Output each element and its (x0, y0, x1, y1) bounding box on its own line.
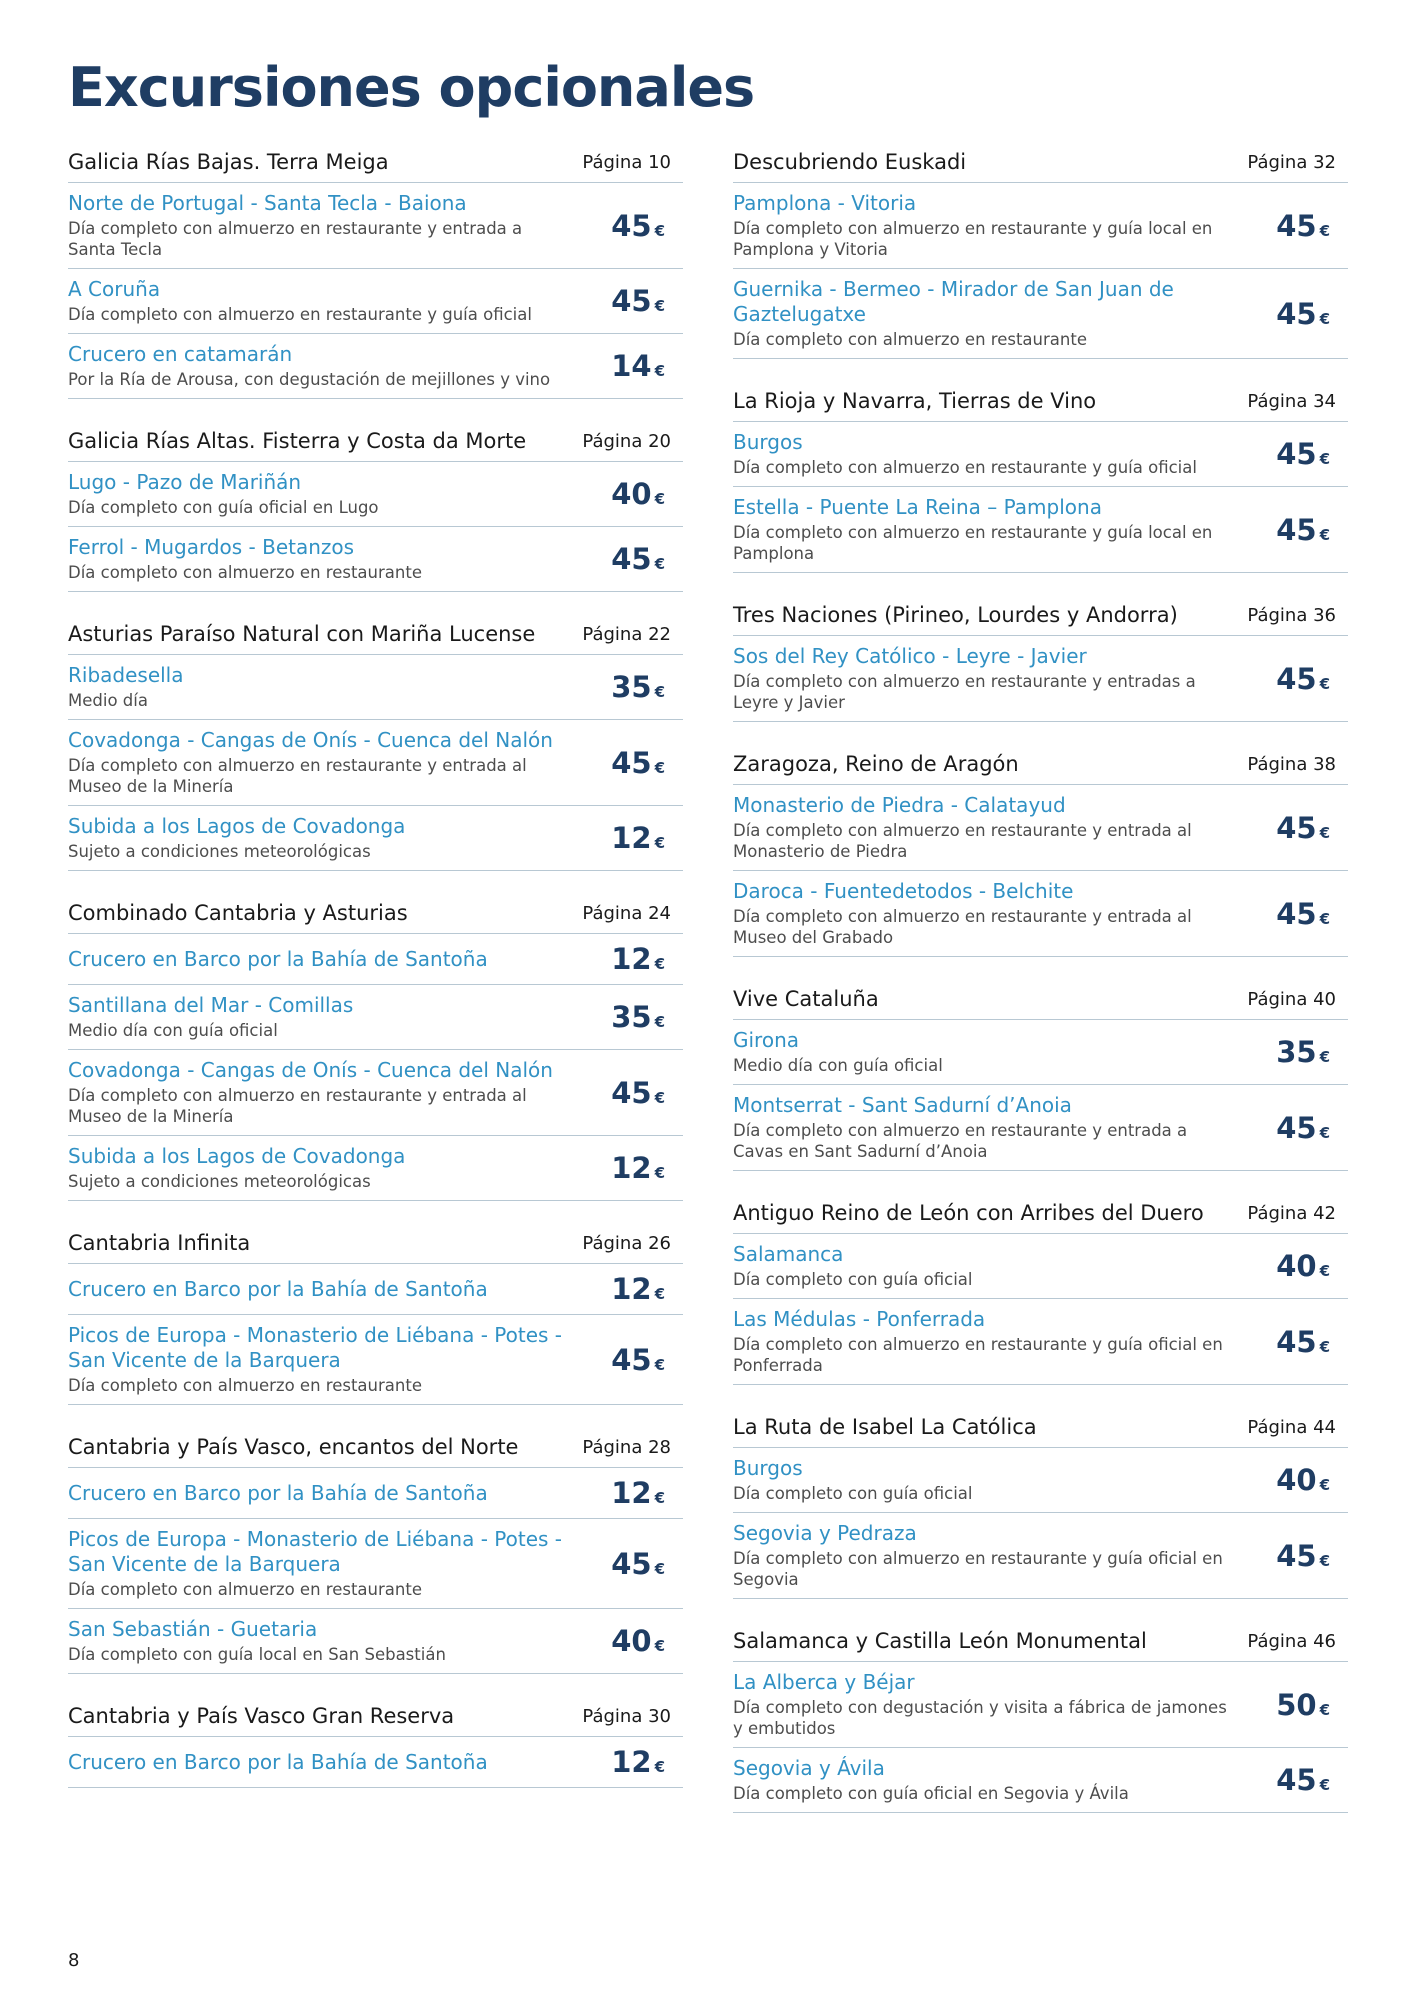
price-amount: 40 (611, 1624, 652, 1658)
section-header (733, 1407, 1348, 1448)
price-currency: € (654, 297, 665, 315)
price-currency: € (654, 955, 665, 973)
excursion-price (1231, 1763, 1349, 1797)
price-amount: 45 (1276, 208, 1317, 243)
excursion-section (733, 1621, 1348, 1813)
excursion-description: Día completo con almuerzo en restaurante y guía local en Pamplona y Vitoria (733, 219, 1213, 259)
excursion-name: Segovia y Pedraza (733, 1521, 917, 1545)
excursion-name: Sos del Rey Católico - Leyre - Javier (733, 644, 1087, 668)
excursion-text (733, 1093, 1231, 1162)
section-page-ref: Página 38 (1247, 753, 1336, 775)
excursion-item (733, 1748, 1348, 1813)
excursion-description: Día completo con guía oficial (733, 1270, 973, 1289)
excursion-price (566, 1624, 684, 1658)
excursion-description: Día completo con almuerzo en restaurante y entrada al Museo de la Minería (68, 1086, 527, 1126)
section-page-ref: Página 22 (582, 623, 671, 645)
excursion-item (733, 785, 1348, 871)
excursion-price (1231, 1463, 1349, 1497)
excursion-item (733, 1234, 1348, 1299)
price-amount: 45 (611, 542, 652, 576)
excursion-description: Día completo con almuerzo en restaurante y entrada a Cavas en Sant Sadurní d’Anoia (733, 1121, 1188, 1161)
excursion-name: Crucero en Barco por la Bahía de Santoña (68, 1749, 488, 1774)
right-column (733, 142, 1348, 1835)
excursion-item (68, 1264, 683, 1315)
price-amount: 45 (1276, 1324, 1317, 1359)
section-header (68, 421, 683, 462)
excursion-text (733, 191, 1231, 260)
excursion-text (68, 1481, 566, 1506)
excursion-text (733, 1307, 1231, 1376)
excursion-text (733, 277, 1231, 350)
excursion-text (68, 1277, 566, 1302)
excursion-description: Día completo con almuerzo en restaurante y entrada a Santa Tecla (68, 219, 523, 259)
excursion-description: Sujeto a condiciones meteorológicas (68, 842, 371, 861)
excursion-text (68, 470, 566, 518)
excursion-price (566, 284, 684, 318)
excursion-price (566, 1745, 684, 1779)
excursion-name: Salamanca (733, 1242, 844, 1266)
excursion-item (733, 1448, 1348, 1513)
excursion-name: Santillana del Mar - Comillas (68, 993, 354, 1017)
excursion-section (733, 979, 1348, 1171)
excursion-text (68, 1058, 566, 1127)
excursion-name: Crucero en Barco por la Bahía de Santoña (68, 946, 488, 971)
excursion-description: Medio día con guía oficial (68, 1021, 278, 1040)
excursion-price (566, 1000, 684, 1034)
excursion-description: Día completo con almuerzo en restaurante y entrada al Museo de la Minería (68, 756, 527, 796)
price-amount: 45 (1276, 661, 1317, 696)
excursion-item (68, 655, 683, 720)
excursion-name: A Coruña (68, 277, 161, 301)
excursion-description: Día completo con almuerzo en restaurante y guía oficial en Segovia (733, 1549, 1223, 1589)
section-title: Zaragoza, Reino de Aragón (733, 752, 1019, 776)
excursion-text (68, 535, 566, 583)
excursion-price (1231, 897, 1349, 931)
excursion-description: Día completo con guía oficial (733, 1484, 973, 1503)
price-amount: 40 (1276, 1463, 1317, 1497)
excursion-item (733, 636, 1348, 722)
price-amount: 45 (1276, 1110, 1317, 1145)
price-amount: 35 (611, 670, 652, 704)
excursion-section (733, 1193, 1348, 1385)
excursion-item (68, 1468, 683, 1519)
excursion-name: Crucero en catamarán (68, 342, 293, 366)
excursion-section (68, 421, 683, 592)
price-amount: 35 (1276, 1035, 1317, 1069)
excursion-text (733, 1756, 1231, 1804)
excursion-price (1231, 811, 1349, 845)
excursion-description: Día completo con almuerzo en restaurante y entradas a Leyre y Javier (733, 672, 1196, 712)
excursion-name: Covadonga - Cangas de Onís - Cuenca del Nalón (68, 1058, 553, 1082)
price-currency: € (654, 1758, 665, 1776)
section-header (68, 1223, 683, 1264)
excursion-item (68, 1737, 683, 1788)
excursion-text (733, 495, 1231, 564)
excursion-name: Lugo - Pazo de Mariñán (68, 470, 302, 494)
price-amount: 40 (611, 477, 652, 511)
excursion-text (733, 1242, 1231, 1290)
excursion-text (68, 1617, 566, 1665)
section-title: Cantabria y País Vasco, encantos del Norte (68, 1435, 519, 1459)
excursion-text (733, 879, 1231, 948)
price-currency: € (654, 834, 665, 852)
excursion-description: Día completo con almuerzo en restaurante y guía oficial (733, 458, 1197, 477)
excursion-name: La Alberca y Béjar (733, 1670, 915, 1694)
excursion-price (1231, 513, 1349, 547)
price-currency: € (1319, 1551, 1330, 1570)
excursion-price (1231, 1325, 1349, 1359)
section-header (733, 744, 1348, 785)
excursion-name: Picos de Europa - Monasterio de Liébana - Potes - San Vicente de la Barquera (68, 1527, 563, 1576)
excursion-text (68, 277, 566, 325)
excursion-text (733, 793, 1231, 862)
excursion-name: Daroca - Fuentedetodos - Belchite (733, 879, 1074, 903)
price-amount: 45 (1276, 512, 1317, 547)
section-title: Galicia Rías Altas. Fisterra y Costa da Morte (68, 429, 527, 453)
excursion-item (68, 334, 683, 399)
page-number: 8 (68, 1950, 80, 1971)
section-title: Vive Cataluña (733, 987, 879, 1011)
section-header (733, 979, 1348, 1020)
excursion-item (733, 487, 1348, 573)
excursion-price (1231, 1539, 1349, 1573)
excursion-name: Estella - Puente La Reina – Pamplona (733, 495, 1102, 519)
excursion-description: Por la Ría de Arousa, con degustación de mejillones y vino (68, 370, 551, 389)
excursion-item (68, 462, 683, 527)
excursion-text (733, 1028, 1231, 1076)
excursion-name: Girona (733, 1028, 800, 1052)
excursion-item (68, 720, 683, 806)
excursion-item (733, 1513, 1348, 1599)
price-amount: 12 (611, 821, 652, 855)
section-page-ref: Página 28 (582, 1436, 671, 1458)
section-page-ref: Página 30 (582, 1705, 671, 1727)
price-currency: € (654, 1489, 665, 1507)
price-amount: 45 (1276, 1538, 1317, 1573)
excursion-price (566, 746, 684, 780)
price-currency: € (1319, 309, 1330, 328)
excursion-price (566, 542, 684, 576)
excursion-price (566, 942, 684, 976)
section-header (68, 142, 683, 183)
excursion-price (566, 821, 684, 855)
price-amount: 12 (611, 1476, 652, 1510)
price-currency: € (1319, 450, 1330, 468)
excursion-price (1231, 1688, 1349, 1722)
price-currency: € (654, 490, 665, 508)
excursion-item (733, 1020, 1348, 1085)
excursion-price (1231, 1111, 1349, 1145)
excursion-text (68, 342, 566, 390)
excursion-item (68, 985, 683, 1050)
excursion-price (566, 349, 684, 383)
price-currency: € (654, 1285, 665, 1303)
excursion-name: Subida a los Lagos de Covadonga (68, 1144, 406, 1168)
excursion-name: Norte de Portugal - Santa Tecla - Baiona (68, 191, 467, 215)
price-amount: 40 (1276, 1249, 1317, 1283)
excursion-section (733, 142, 1348, 359)
excursion-description: Día completo con almuerzo en restaurante y guía oficial (68, 305, 532, 324)
excursion-price (1231, 1249, 1349, 1283)
price-amount: 14 (611, 349, 652, 383)
price-currency: € (654, 1164, 665, 1182)
section-title: Combinado Cantabria y Asturias (68, 901, 408, 925)
price-currency: € (1319, 1776, 1330, 1794)
excursion-name: Crucero en Barco por la Bahía de Santoña (68, 1276, 488, 1301)
excursion-description: Sujeto a condiciones meteorológicas (68, 1172, 371, 1191)
price-amount: 45 (611, 1075, 652, 1110)
excursion-text (68, 814, 566, 862)
excursion-text (68, 947, 566, 972)
price-currency: € (654, 1355, 665, 1374)
section-title: Tres Naciones (Pirineo, Lourdes y Andorra) (733, 603, 1178, 627)
price-amount: 45 (1276, 296, 1317, 331)
excursion-price (1231, 297, 1349, 331)
excursion-name: Segovia y Ávila (733, 1756, 885, 1780)
price-currency: € (654, 1559, 665, 1578)
section-page-ref: Página 26 (582, 1232, 671, 1254)
excursion-name: Subida a los Lagos de Covadonga (68, 814, 406, 838)
section-header (733, 1621, 1348, 1662)
excursion-name: Pamplona - Vitoria (733, 191, 917, 215)
excursion-name: Covadonga - Cangas de Onís - Cuenca del Nalón (68, 728, 553, 752)
excursion-name: San Sebastián - Guetaria (68, 1617, 318, 1641)
price-currency: € (654, 555, 665, 573)
excursion-item (68, 1315, 683, 1405)
excursion-item (68, 806, 683, 871)
section-title: La Rioja y Navarra, Tierras de Vino (733, 389, 1097, 413)
page-title: Excursiones opcionales (68, 56, 755, 119)
excursion-section (68, 1427, 683, 1674)
excursion-name: Crucero en Barco por la Bahía de Santoña (68, 1480, 488, 1505)
section-page-ref: Página 40 (1247, 988, 1336, 1010)
excursion-item (68, 527, 683, 592)
excursion-section (68, 893, 683, 1201)
section-page-ref: Página 36 (1247, 604, 1336, 626)
excursion-price (566, 1476, 684, 1510)
price-currency: € (1319, 221, 1330, 240)
price-currency: € (654, 1088, 665, 1107)
excursion-name: Burgos (733, 430, 803, 454)
section-title: Descubriendo Euskadi (733, 150, 967, 174)
excursion-section (68, 614, 683, 871)
section-header (68, 893, 683, 934)
section-title: Antiguo Reino de León con Arribes del Duero (733, 1201, 1204, 1225)
price-currency: € (1319, 909, 1330, 928)
excursion-description: Medio día (68, 691, 148, 710)
excursion-text (68, 1750, 566, 1775)
section-page-ref: Página 20 (582, 430, 671, 452)
excursion-item (68, 1050, 683, 1136)
section-header (68, 614, 683, 655)
excursion-price (566, 670, 684, 704)
excursion-name: Las Médulas - Ponferrada (733, 1307, 986, 1331)
excursion-item (68, 1519, 683, 1609)
price-currency: € (1319, 1337, 1330, 1356)
excursion-item (68, 183, 683, 269)
excursion-description: Día completo con almuerzo en restaurante y guía local en Pamplona (733, 523, 1213, 563)
section-page-ref: Página 10 (582, 151, 671, 173)
price-amount: 50 (1276, 1687, 1317, 1722)
price-amount: 45 (1276, 437, 1317, 471)
section-title: Salamanca y Castilla León Monumental (733, 1629, 1147, 1653)
excursion-name: Picos de Europa - Monasterio de Liébana - Potes - San Vicente de la Barquera (68, 1323, 563, 1372)
excursion-price (1231, 209, 1349, 243)
excursion-price (566, 1151, 684, 1185)
excursion-item (733, 871, 1348, 957)
excursion-description: Medio día con guía oficial (733, 1056, 943, 1075)
excursion-section (733, 744, 1348, 957)
excursion-section (68, 142, 683, 399)
section-header (733, 381, 1348, 422)
excursion-text (733, 1456, 1231, 1504)
section-page-ref: Página 24 (582, 902, 671, 924)
price-amount: 45 (1276, 1763, 1317, 1797)
excursion-description: Día completo con guía local en San Sebastián (68, 1645, 446, 1664)
section-page-ref: Página 44 (1247, 1416, 1336, 1438)
price-amount: 45 (611, 284, 652, 318)
excursion-name: Monasterio de Piedra - Calatayud (733, 793, 1066, 817)
excursion-name: Burgos (733, 1456, 803, 1480)
excursion-item (68, 934, 683, 985)
section-header (733, 142, 1348, 183)
excursion-description: Día completo con degustación y visita a fábrica de jamones y embutidos (733, 1698, 1227, 1738)
section-title: Asturias Paraíso Natural con Mariña Lucense (68, 622, 536, 646)
excursion-section (68, 1223, 683, 1405)
excursion-price (566, 209, 684, 243)
section-header (68, 1427, 683, 1468)
excursion-price (566, 1272, 684, 1306)
excursion-name: Ribadesella (68, 663, 184, 687)
excursion-section (68, 1696, 683, 1788)
excursion-section (733, 381, 1348, 573)
price-currency: € (654, 221, 665, 240)
section-page-ref: Página 46 (1247, 1630, 1336, 1652)
left-column (68, 142, 683, 1810)
excursion-text (733, 1521, 1231, 1590)
price-amount: 12 (611, 942, 652, 976)
excursion-description: Día completo con almuerzo en restaurante (68, 563, 422, 582)
excursion-text (68, 663, 566, 711)
section-page-ref: Página 42 (1247, 1202, 1336, 1224)
excursion-text (68, 1527, 566, 1600)
excursion-price (566, 1343, 684, 1377)
excursion-name: Ferrol - Mugardos - Betanzos (68, 535, 355, 559)
excursion-description: Día completo con almuerzo en restaurante y guía oficial en Ponferrada (733, 1335, 1223, 1375)
price-amount: 45 (1276, 896, 1317, 931)
section-page-ref: Página 34 (1247, 390, 1336, 412)
excursion-text (68, 728, 566, 797)
excursion-item (733, 422, 1348, 487)
price-currency: € (1319, 1476, 1330, 1494)
excursion-description: Día completo con almuerzo en restaurante (733, 330, 1087, 349)
price-amount: 45 (1276, 810, 1317, 845)
excursion-item (733, 1662, 1348, 1748)
price-currency: € (1319, 674, 1330, 693)
section-title: La Ruta de Isabel La Católica (733, 1415, 1037, 1439)
section-title: Cantabria y País Vasco Gran Reserva (68, 1704, 455, 1728)
excursion-text (68, 191, 566, 260)
excursion-description: Día completo con almuerzo en restaurante (68, 1376, 422, 1395)
excursion-price (566, 1076, 684, 1110)
excursion-text (733, 430, 1231, 478)
excursion-text (733, 1670, 1231, 1739)
excursion-text (68, 1323, 566, 1396)
excursion-description: Día completo con almuerzo en restaurante (68, 1580, 422, 1599)
price-currency: € (654, 362, 665, 380)
price-currency: € (1319, 1700, 1330, 1719)
excursion-item (733, 1085, 1348, 1171)
price-currency: € (1319, 1123, 1330, 1142)
price-currency: € (1319, 1262, 1330, 1280)
price-currency: € (1319, 1048, 1330, 1066)
excursion-name: Guernika - Bermeo - Mirador de San Juan de Gaztelugatxe (733, 277, 1174, 326)
price-amount: 45 (611, 208, 652, 243)
section-header (68, 1696, 683, 1737)
price-currency: € (654, 683, 665, 701)
price-amount: 12 (611, 1151, 652, 1185)
excursion-text (68, 1144, 566, 1192)
excursion-item (68, 1609, 683, 1674)
price-amount: 45 (611, 1546, 652, 1581)
excursion-price (566, 477, 684, 511)
section-title: Galicia Rías Bajas. Terra Meiga (68, 150, 389, 174)
price-currency: € (1319, 525, 1330, 544)
price-amount: 45 (611, 745, 652, 780)
excursion-item (68, 269, 683, 334)
price-currency: € (654, 1637, 665, 1655)
excursion-price (1231, 437, 1349, 471)
excursion-description: Día completo con almuerzo en restaurante y entrada al Monasterio de Piedra (733, 821, 1192, 861)
excursion-price (1231, 1035, 1349, 1069)
excursion-price (1231, 662, 1349, 696)
section-title: Cantabria Infinita (68, 1231, 251, 1255)
price-currency: € (654, 1013, 665, 1031)
section-page-ref: Página 32 (1247, 151, 1336, 173)
excursion-section (733, 1407, 1348, 1599)
excursion-price (566, 1547, 684, 1581)
excursion-item (68, 1136, 683, 1201)
excursion-text (733, 644, 1231, 713)
excursion-name: Montserrat - Sant Sadurní d’Anoia (733, 1093, 1072, 1117)
excursion-text (68, 993, 566, 1041)
section-header (733, 1193, 1348, 1234)
excursion-description: Día completo con almuerzo en restaurante y entrada al Museo del Grabado (733, 907, 1192, 947)
price-currency: € (1319, 823, 1330, 842)
excursion-item (733, 1299, 1348, 1385)
excursion-item (733, 269, 1348, 359)
excursion-description: Día completo con guía oficial en Lugo (68, 498, 379, 517)
price-currency: € (654, 758, 665, 777)
price-amount: 45 (611, 1342, 652, 1377)
section-header (733, 595, 1348, 636)
price-amount: 35 (611, 1000, 652, 1034)
price-amount: 12 (611, 1272, 652, 1306)
price-amount: 12 (611, 1745, 652, 1779)
excursion-item (733, 183, 1348, 269)
excursion-section (733, 595, 1348, 722)
excursion-description: Día completo con guía oficial en Segovia y Ávila (733, 1784, 1129, 1803)
